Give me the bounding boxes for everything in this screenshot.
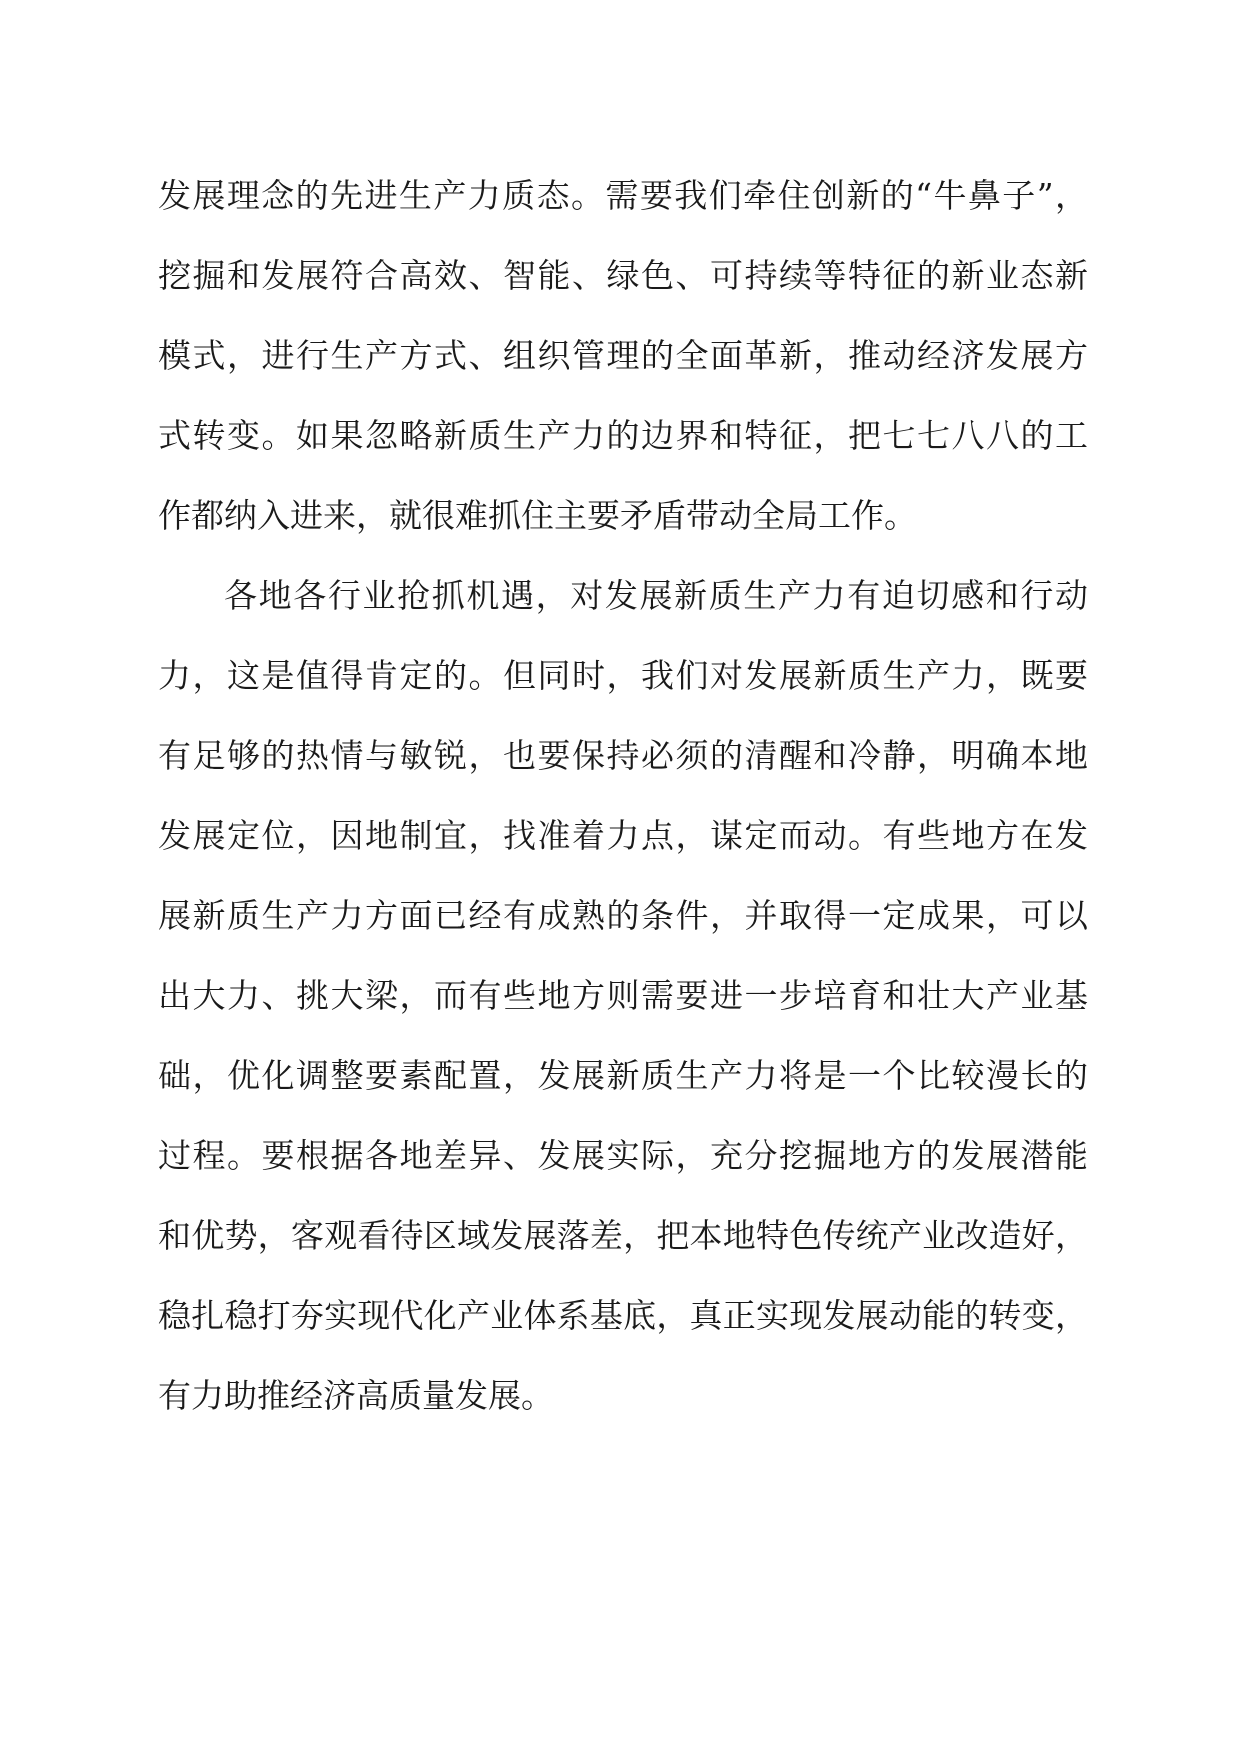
- paragraph-2-line-5: 展新质生产力方面已经有成熟的条件，并取得一定成果，可以: [158, 896, 1088, 935]
- paragraph-2-line-8: 过程。要根据各地差异、发展实际，充分挖掘地方的发展潜能: [158, 1136, 1088, 1175]
- paragraph-1-line-2: 挖掘和发展符合高效、智能、绿色、可持续等特征的新业态新: [158, 256, 1088, 295]
- paragraph-2-line-3: 有足够的热情与敏锐，也要保持必须的清醒和冷静，明确本地: [158, 736, 1088, 775]
- paragraph-2-line-7: 础，优化调整要素配置，发展新质生产力将是一个比较漫长的: [158, 1056, 1088, 1095]
- paragraph-1-line-4: 式转变。如果忽略新质生产力的边界和特征，把七七八八的工: [158, 416, 1088, 455]
- paragraph-2-line-10: 稳扎稳打夯实现代化产业体系基底，真正实现发展动能的转变，: [158, 1296, 1088, 1335]
- paragraph-2-line-9: 和优势，客观看待区域发展落差，把本地特色传统产业改造好，: [158, 1216, 1088, 1255]
- paragraph-1-line-5: 作都纳入进来，就很难抓住主要矛盾带动全局工作。: [158, 496, 917, 535]
- paragraph-2-line-1: 各地各行业抢抓机遇，对发展新质生产力有迫切感和行动: [224, 576, 1088, 615]
- paragraph-1-line-3: 模式，进行生产方式、组织管理的全面革新，推动经济发展方: [158, 336, 1088, 375]
- paragraph-2-line-11: 有力助推经济高质量发展。: [158, 1376, 554, 1415]
- paragraph-1-line-1: 发展理念的先进生产力质态。需要我们牵住创新的“牛鼻子”，: [158, 176, 1088, 215]
- paragraph-2-line-4: 发展定位，因地制宜，找准着力点，谋定而动。有些地方在发: [158, 816, 1088, 855]
- paragraph-2-line-2: 力，这是值得肯定的。但同时，我们对发展新质生产力，既要: [158, 656, 1088, 695]
- paragraph-2-line-6: 出大力、挑大梁，而有些地方则需要进一步培育和壮大产业基: [158, 976, 1088, 1015]
